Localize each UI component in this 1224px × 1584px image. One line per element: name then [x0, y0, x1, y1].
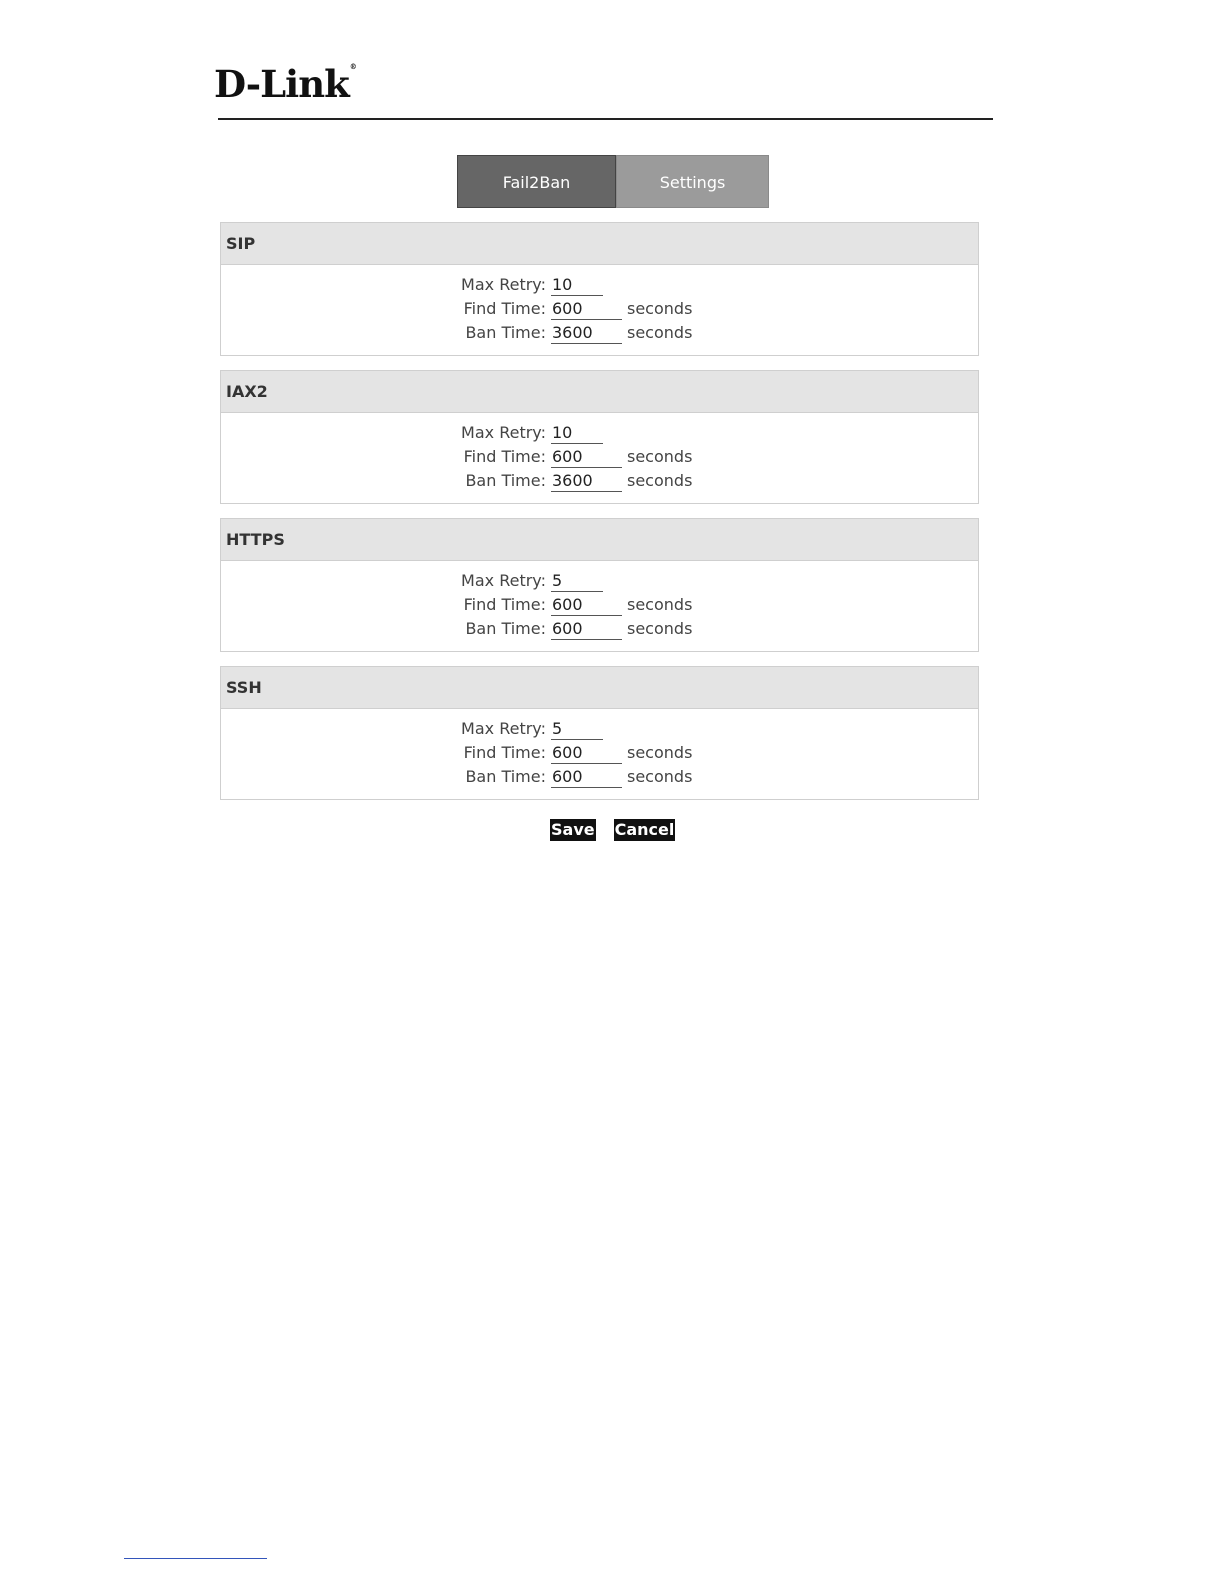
max-retry-label: Max Retry:	[461, 719, 546, 738]
find-time-label: Find Time:	[463, 299, 546, 318]
iax2-max-retry-input[interactable]: 10	[551, 423, 603, 444]
max-retry-label: Max Retry:	[461, 423, 546, 442]
ssh-max-retry-input[interactable]: 5	[551, 719, 603, 740]
tab-bar	[457, 155, 769, 208]
tab-settings[interactable]: Settings	[616, 155, 769, 208]
section-sip	[220, 222, 979, 356]
unit-label: seconds	[627, 595, 693, 614]
ban-time-label: Ban Time:	[465, 619, 546, 638]
tab-fail2ban[interactable]: Fail2Ban	[457, 155, 616, 208]
unit-label: seconds	[627, 447, 693, 466]
unit-label: seconds	[627, 299, 693, 318]
section-title: HTTPS	[221, 519, 978, 561]
sip-max-retry-input[interactable]: 10	[551, 275, 603, 296]
iax2-find-time-input[interactable]: 600	[551, 447, 622, 468]
sip-find-time-input[interactable]: 600	[551, 299, 622, 320]
section-title: SSH	[221, 667, 978, 709]
unit-label: seconds	[627, 619, 693, 638]
unit-label: seconds	[627, 323, 693, 342]
ssh-ban-time-input[interactable]: 600	[551, 767, 622, 788]
ban-time-label: Ban Time:	[465, 471, 546, 490]
form-actions	[550, 819, 675, 841]
footer-divider	[124, 1558, 267, 1559]
section-title: IAX2	[221, 371, 978, 413]
unit-label: seconds	[627, 743, 693, 762]
find-time-label: Find Time:	[463, 595, 546, 614]
header-divider	[218, 118, 993, 120]
max-retry-label: Max Retry:	[461, 275, 546, 294]
unit-label: seconds	[627, 471, 693, 490]
section-https	[220, 518, 979, 652]
save-button[interactable]: Save	[551, 820, 595, 839]
section-ssh	[220, 666, 979, 800]
dlink-logo: D-Link®	[214, 62, 357, 106]
cancel-button[interactable]: Cancel	[614, 820, 675, 839]
section-title: SIP	[221, 223, 978, 265]
https-max-retry-input[interactable]: 5	[551, 571, 603, 592]
section-iax2	[220, 370, 979, 504]
https-ban-time-input[interactable]: 600	[551, 619, 622, 640]
ban-time-label: Ban Time:	[465, 323, 546, 342]
find-time-label: Find Time:	[463, 743, 546, 762]
find-time-label: Find Time:	[463, 447, 546, 466]
unit-label: seconds	[627, 767, 693, 786]
https-find-time-input[interactable]: 600	[551, 595, 622, 616]
sip-ban-time-input[interactable]: 3600	[551, 323, 622, 344]
ban-time-label: Ban Time:	[465, 767, 546, 786]
ssh-find-time-input[interactable]: 600	[551, 743, 622, 764]
iax2-ban-time-input[interactable]: 3600	[551, 471, 622, 492]
max-retry-label: Max Retry:	[461, 571, 546, 590]
